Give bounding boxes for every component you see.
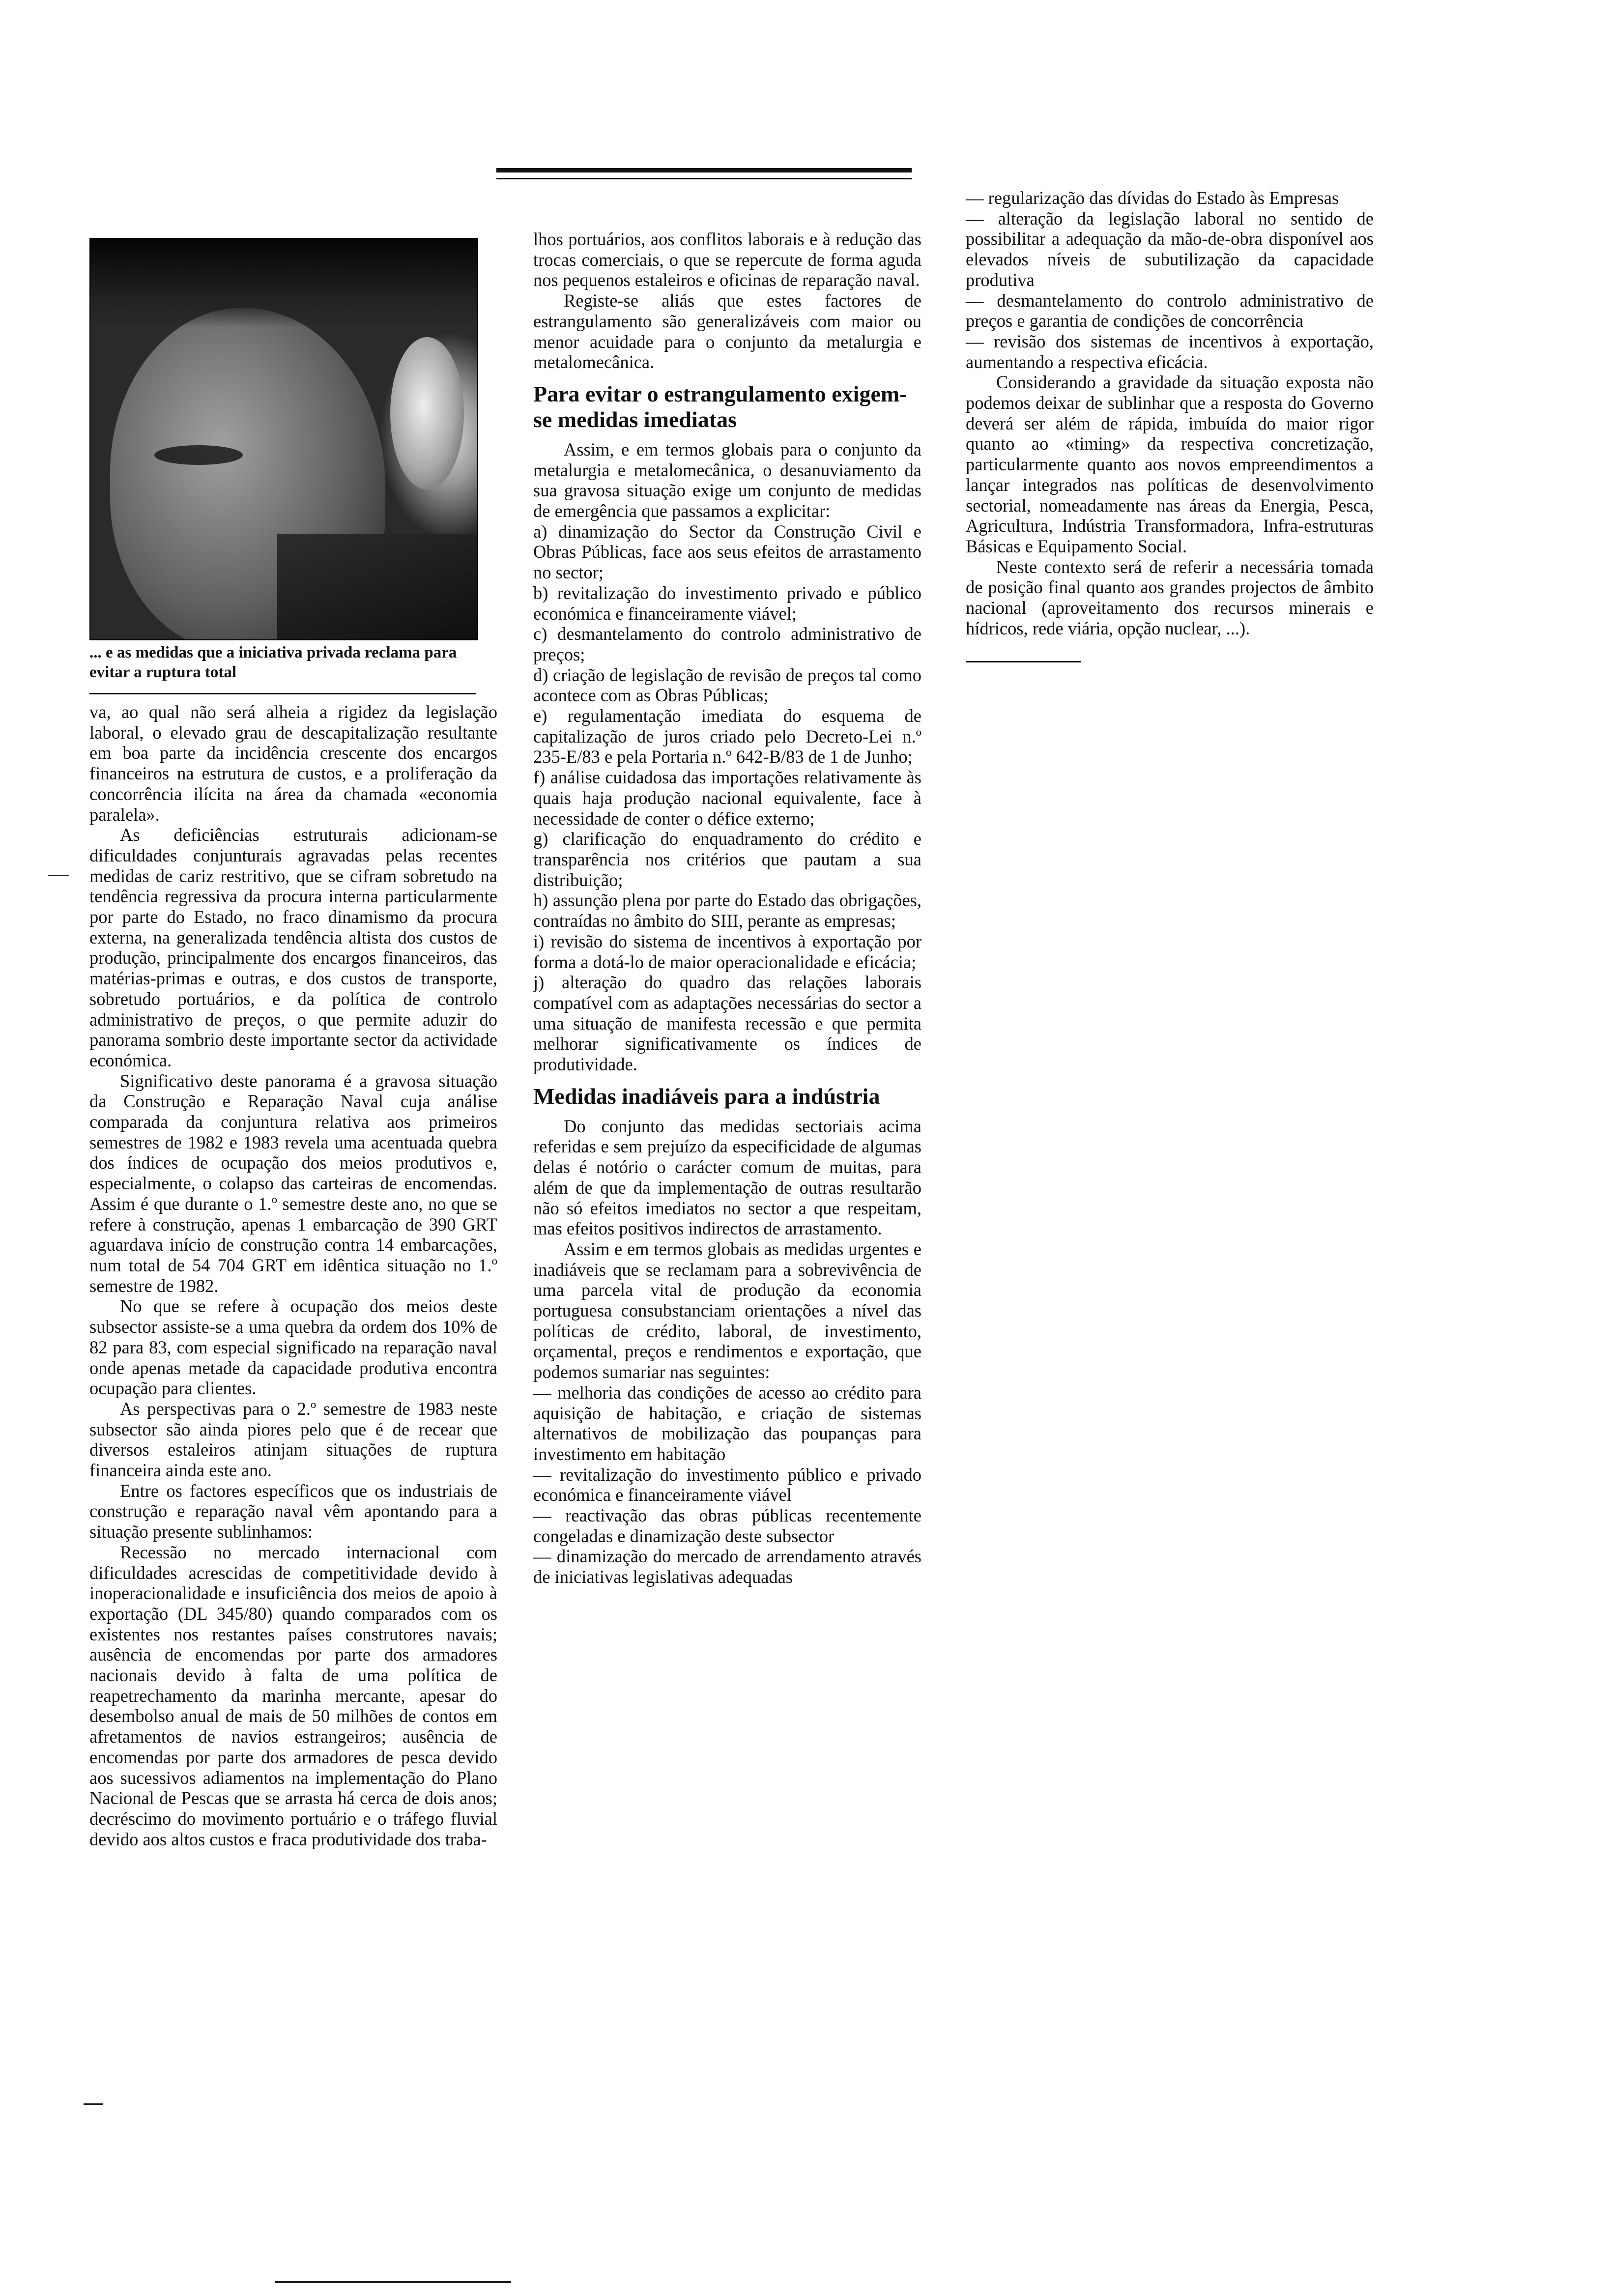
list-item: — dinamização do mercado de arrendamento através de iniciativas legislativas adequadas	[533, 1546, 921, 1587]
paragraph: As deficiências estruturais adicionam-se dificuldades conjunturais agravadas pelas recentes medidas de cariz restritivo, que se cifram sobretudo na tendência regressiva da procura interna particularmente por parte do Estado, no fraco dinamismo da procura externa, na generalizada tendência altista dos custos de produção, principalmente dos encargos financeiros, das matérias-primas e outras, e dos custos de transporte, sobretudo portuários, e da política de controlo administrativo de preços, o que permite aduzir do panorama sombrio deste importante sector da actividade económica.	[89, 825, 497, 1070]
paragraph: Entre os factores específicos que os industriais de construção e reparação naval vêm apontando para a situação presente sublinhamos:	[89, 1480, 497, 1542]
paragraph: Neste contexto será de referir a necessária tomada de posição final quanto aos grandes projectos de âmbito nacional (aproveitamento dos recursos minerais e hídricos, rede viária, opção nuclear, ...).	[966, 556, 1374, 638]
caption-rule	[89, 693, 476, 694]
list-item: — revitalização do investimento público e privado económica e financeiramente viável	[533, 1464, 921, 1505]
photo-caption: ... e as medidas que a iniciativa privada reclama para evitar a ruptura total	[89, 644, 457, 681]
photo-eye	[154, 445, 243, 465]
list-item: c) desmantelamento do controlo administrativo de preços;	[533, 624, 921, 664]
margin-mark	[48, 875, 69, 876]
column-3	[966, 188, 1374, 662]
paragraph: va, ao qual não será alheia a rigidez da legislação laboral, o elevado grau de descapitalização resultante em boa parte da incidência crescente dos encargos financeiros na estrutura de custos, e a proliferação da concorrência ilícita na área da chamada «economia paralela».	[89, 702, 497, 825]
paragraph: Assim e em termos globais as medidas urgentes e inadiáveis que se reclamam para a sobrevivência de uma parcela vital de produção da economia portuguesa consubstanciam orientações a nível das políticas de crédito, laboral, de investimento, orçamental, preços e rendimentos e exportação, que podemos sumariar nas seguintes:	[533, 1238, 921, 1382]
list-item: — revisão dos sistemas de incentivos à exportação, aumentando a respectiva eficácia.	[966, 331, 1374, 372]
top-rule-thick	[496, 168, 912, 172]
list-item: — regularização das dívidas do Estado às Empresas	[966, 188, 1339, 208]
list-item: h) assunção plena por parte do Estado das obrigações, contraídas no âmbito do SIII, perante as empresas;	[533, 890, 921, 931]
list-item: — alteração da legislação laboral no sentido de possibilitar a adequação da mão-de-obra disponível aos elevados níveis de subutilização da capacidade produtiva	[966, 208, 1374, 290]
section-heading: Medidas inadiáveis para a indústria	[533, 1083, 880, 1109]
margin-mark	[84, 2103, 103, 2105]
photo-ear	[390, 337, 464, 489]
paragraph: As perspectivas para o 2.º semestre de 1983 neste subsector são ainda piores pelo que é de recear que diversos estaleiros atinjam situações de ruptura financeira ainda este ano.	[89, 1398, 497, 1481]
list-item: j) alteração do quadro das relações laborais compatível com as adaptações necessárias do sector a uma situação de manifesta recessão e que permita melhorar significativamente os índices de produtividade.	[533, 972, 921, 1075]
list-item: a) dinamização do Sector da Construção Civil e Obras Públicas, face aos seus efeitos de arrastamento no sector;	[533, 521, 921, 583]
photo-neck	[277, 534, 478, 640]
paragraph: Assim, e em termos globais para o conjunto da metalurgia e metalomecânica, o desanuviamento da sua gravosa situação exige um conjunto de medidas de emergência que passamos a explicitar:	[533, 439, 921, 521]
list-item: — desmantelamento do controlo administrativo de preços e garantia de condições de concorrência	[966, 290, 1374, 331]
paragraph: Considerando a gravidade da situação exposta não podemos deixar de sublinhar que a resposta do Governo deverá ser além de rápida, imbuída do maior rigor quanto ao «timing» da respectiva concretização, particularmente quanto aos novos empreendimentos a lançar integrados nas políticas de desenvolvimento sectorial, nomeadamente nas áreas da Energia, Pesca, Agricultura, Indústria Transformadora, Infra-estruturas Básicas e Equipamento Social.	[966, 372, 1374, 556]
list-item: b) revitalização do investimento privado e público económica e financeiramente viável;	[533, 582, 921, 624]
list-item: i) revisão do sistema de incentivos à exportação por forma a dotá-lo de maior operacionalidade e eficácia;	[533, 931, 921, 972]
list-item: — reactivação das obras públicas recentemente congeladas e dinamização deste subsector	[533, 1505, 921, 1546]
section-heading: Para evitar o estrangulamento exigem-se medidas imediatas	[533, 381, 907, 432]
column-1	[89, 702, 497, 1849]
photo-hair	[90, 239, 477, 327]
portrait-photo	[89, 238, 478, 640]
list-item: e) regulamentação imediata do esquema de capitalização de juros criado pelo Decreto-Lei n.º 235-E/83 e pela Portaria n.º 642-B/83 de 1 de Junho;	[533, 706, 921, 767]
paragraph: Registe-se aliás que estes factores de estrangulamento são generalizáveis com maior ou menor acuidade para o conjunto da metalurgia e metalomecânica.	[533, 290, 921, 373]
list-item: g) clarificação do enquadramento do crédito e transparência nos critérios que pautam a sua distribuição;	[533, 829, 921, 890]
column-1-bottom-rule	[275, 2281, 511, 2283]
paragraph: Do conjunto das medidas sectoriais acima referidas e sem prejuízo da especificidade de algumas delas é notório o carácter comum de muitas, para além de que da implementação de outras resultarão não só efeitos imediatos no sector a que respeitam, mas efeitos positivos indirectos de arrastamento.	[533, 1116, 921, 1239]
paragraph: Recessão no mercado internacional com dificuldades acrescidas de competitividade devido à inoperacionalidade e insuficiência dos meios de apoio à exportação (DL 345/80) quando comparados com os existentes nos restantes países construtores navais; ausência de encomendas por parte dos armadores nacionais devido à falta de uma política de reapetrechamento da marinha mercante, apesar do desembolso anual de mais de 50 milhões de contos em afretamentos de navios estrangeiros; ausência de encomendas por parte dos armadores de pesca devido aos sucessivos adiamentos na implementação do Plano Nacional de Pescas que se arrasta há cerca de dois anos; decréscimo do movimento portuário e o tráfego fluvial devido aos altos custos e fraca produtividade dos traba-	[89, 1542, 497, 1849]
paragraph: Significativo deste panorama é a gravosa situação da Construção e Reparação Naval cuja análise comparada da conjuntura relativa aos primeiros semestres de 1982 e 1983 revela uma acentuada quebra dos índices de ocupação dos meios produtivos e, especialmente, o colapso das carteiras de encomendas. Assim é que durante o 1.º semestre deste ano, no que se refere à construção, apenas 1 embarcação de 390 GRT aguardava início de construção contra 14 embarcações, num total de 54 704 GRT em idêntica situação no 1.º semestre de 1982.	[89, 1070, 497, 1296]
paragraph: lhos portuários, aos conflitos laborais e à redução das trocas comerciais, o que se repercute de forma aguda nos pequenos estaleiros e oficinas de reparação naval.	[533, 229, 921, 290]
list-item: — melhoria das condições de acesso ao crédito para aquisição de habitação, e criação de sistemas alternativos de mobilização das poupanças para investimento em habitação	[533, 1382, 921, 1464]
top-rule-thin	[496, 178, 912, 179]
paragraph: No que se refere à ocupação dos meios deste subsector assiste-se a uma quebra da ordem dos 10% de 82 para 83, com especial significado na reparação naval onde apenas metade da capacidade produtiva encontra ocupação para clientes.	[89, 1296, 497, 1399]
column-2	[533, 229, 921, 1587]
list-item: d) criação de legislação de revisão de preços tal como acontece com as Obras Públicas;	[533, 664, 921, 706]
list-item: f) análise cuidadosa das importações relativamente às quais haja produção nacional equivalente, face à necessidade de conter o défice externo;	[533, 767, 921, 829]
end-of-article-rule	[966, 661, 1081, 662]
